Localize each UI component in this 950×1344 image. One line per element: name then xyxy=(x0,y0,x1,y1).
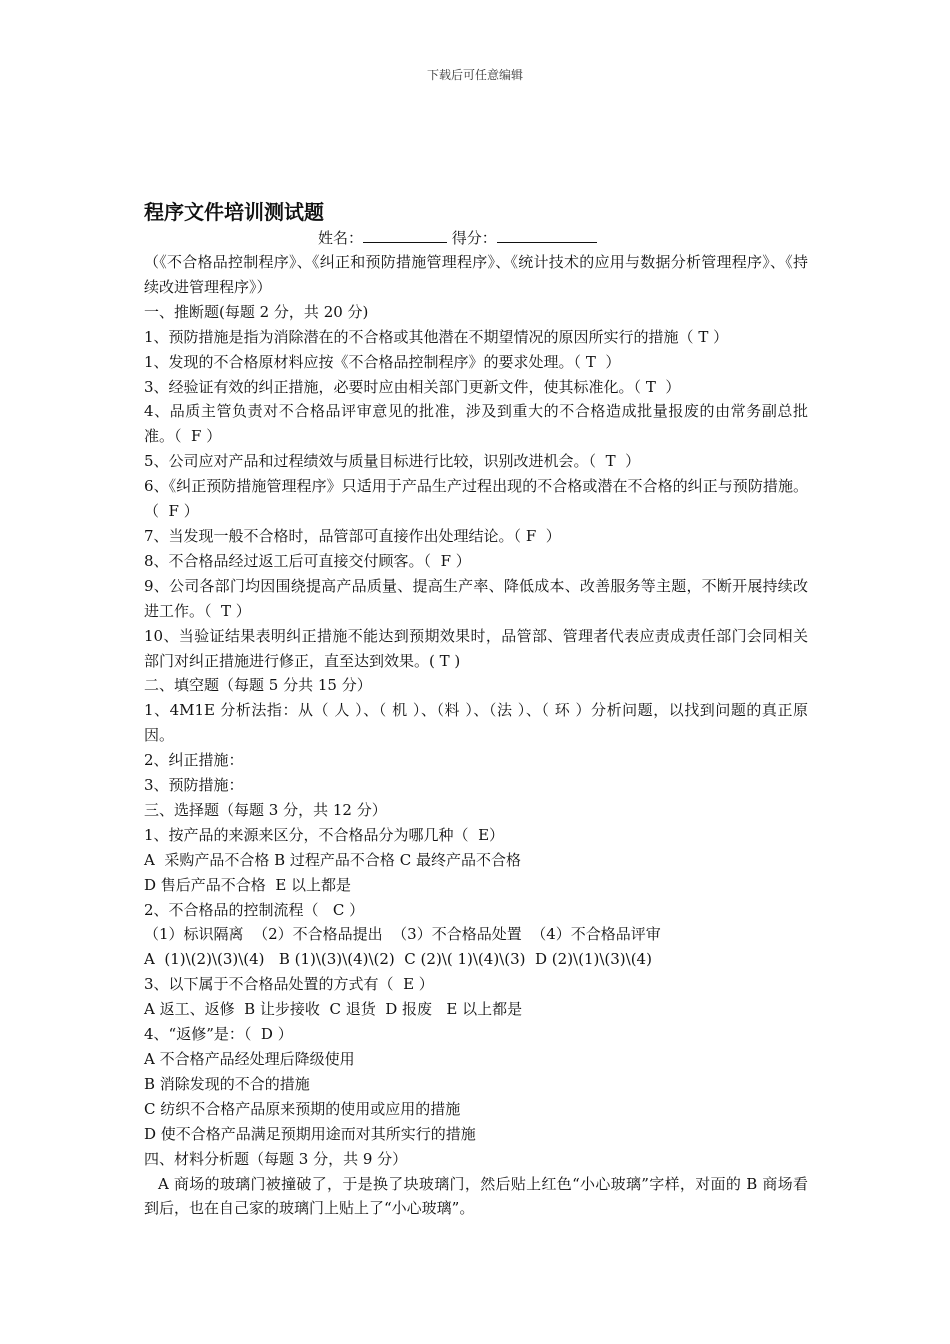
section-heading: 二、填空题（每题 5 分共 15 分） xyxy=(144,676,372,695)
choice-line: D 使不合格产品满足预期用途而对其所实行的措施 xyxy=(144,1124,476,1143)
question-item: 1、预防措施是指为消除潜在的不合格或其他潜在不期望情况的原因所实行的措施（ T ） xyxy=(144,327,729,346)
choice-line: （1）标识隔离 （2）不合格品提出 （3）不合格品处置 （4）不合格品评审 xyxy=(144,925,661,944)
name-blank[interactable] xyxy=(363,226,447,243)
question-item: 1、4M1E 分析法指：从（ 人 ）、（ 机 ）、（料 ）、（法 ）、（ 环 ）分析问题，以找到问题的真正原因。 xyxy=(144,701,808,745)
question-item: 5、公司应对产品和过程绩效与质量目标进行比较，识别改进机会。（ T ） xyxy=(144,452,641,471)
document-body xyxy=(144,198,808,1221)
name-score-line xyxy=(144,226,808,250)
question-item: 9、公司各部门均因围绕提高产品质量、提高生产率、降低成本、改善服务等主题，不断开展持续改进工作。（ T ） xyxy=(144,576,808,620)
material-paragraph: A 商场的玻璃门被撞破了，于是换了块玻璃门，然后贴上红色“小心玻璃”字样，对面的 B 商场看到后，也在自己家的玻璃门上贴上了“小心玻璃”。 xyxy=(144,1174,808,1218)
section-heading: 四、材料分析题（每题 3 分，共 9 分） xyxy=(144,1149,408,1168)
choice-line: A 采购产品不合格 B 过程产品不合格 C 最终产品不合格 xyxy=(144,850,521,869)
question-item: 7、当发现一般不合格时，品管部可直接作出处理结论。（ F ） xyxy=(144,526,561,545)
score-label: 得分： xyxy=(451,229,497,247)
choice-line: B 消除发现的不合的措施 xyxy=(144,1074,310,1093)
choice-line: A 不合格产品经处理后降级使用 xyxy=(144,1050,355,1068)
question-item: 1、发现的不合格原材料应按《不合格品控制程序》的要求处理。（ T ） xyxy=(144,352,621,371)
name-label: 姓名： xyxy=(318,229,364,247)
scope-note: （《不合格品控制程序》、《纠正和预防措施管理程序》、《统计技术的应用与数据分析管理程序》、《持续改进管理程序》） xyxy=(144,253,808,296)
question-item: 3、以下属于不合格品处置的方式有（ E ） xyxy=(144,975,434,994)
section-heading: 一、推断题(每题 2 分，共 20 分) xyxy=(144,302,369,321)
question-item: 4、品质主管负责对不合格品评审意见的批准，涉及到重大的不合格造成批量报废的由常务副总批准。（ F ） xyxy=(144,402,808,446)
header-note: 下载后可任意编辑 xyxy=(426,68,523,82)
question-item: 10、当验证结果表明纠正措施不能达到预期效果时，品管部、管理者代表应责成责任部门会同相关部门对纠正措施进行修正，直至达到效果。( T ) xyxy=(144,626,808,670)
choice-line: A (1)\(2)\(3)\(4) B (1)\(3)\(4)\(2) C (2)\( 1)\(4)\(3) D (2)\(1)\(3)\(4) xyxy=(144,950,652,969)
question-item: 8、不合格品经过返工后可直接交付顾客。（ F ） xyxy=(144,551,471,570)
section-heading: 三、选择题（每题 3 分，共 12 分） xyxy=(144,800,387,819)
question-item: 6、《纠正预防措施管理程序》只适用于产品生产过程出现的不合格或潜在不合格的纠正与预防措施。（ F ） xyxy=(144,477,808,521)
question-item: 2、不合格品的控制流程（ C ） xyxy=(144,900,365,919)
question-item: 1、按产品的来源来区分，不合格品分为哪几种（ E） xyxy=(144,825,505,844)
question-item: 3、预防措施： xyxy=(144,776,244,795)
score-blank[interactable] xyxy=(497,226,597,243)
choice-line: A 返工、返修 B 让步接收 C 退货 D 报废 E 以上都是 xyxy=(144,1000,523,1019)
question-item: 3、经验证有效的纠正措施，必要时应由相关部门更新文件，使其标准化。（ T ） xyxy=(144,377,681,396)
question-item: 4、“返修”是：（ D ） xyxy=(144,1025,293,1044)
choice-line: C 纺织不合格产品原来预期的使用或应用的措施 xyxy=(144,1099,461,1118)
choice-line: D 售后产品不合格 E 以上都是 xyxy=(144,875,352,894)
question-item: 2、纠正措施： xyxy=(144,751,244,770)
document-title: 程序文件培训测试题 xyxy=(144,200,324,224)
